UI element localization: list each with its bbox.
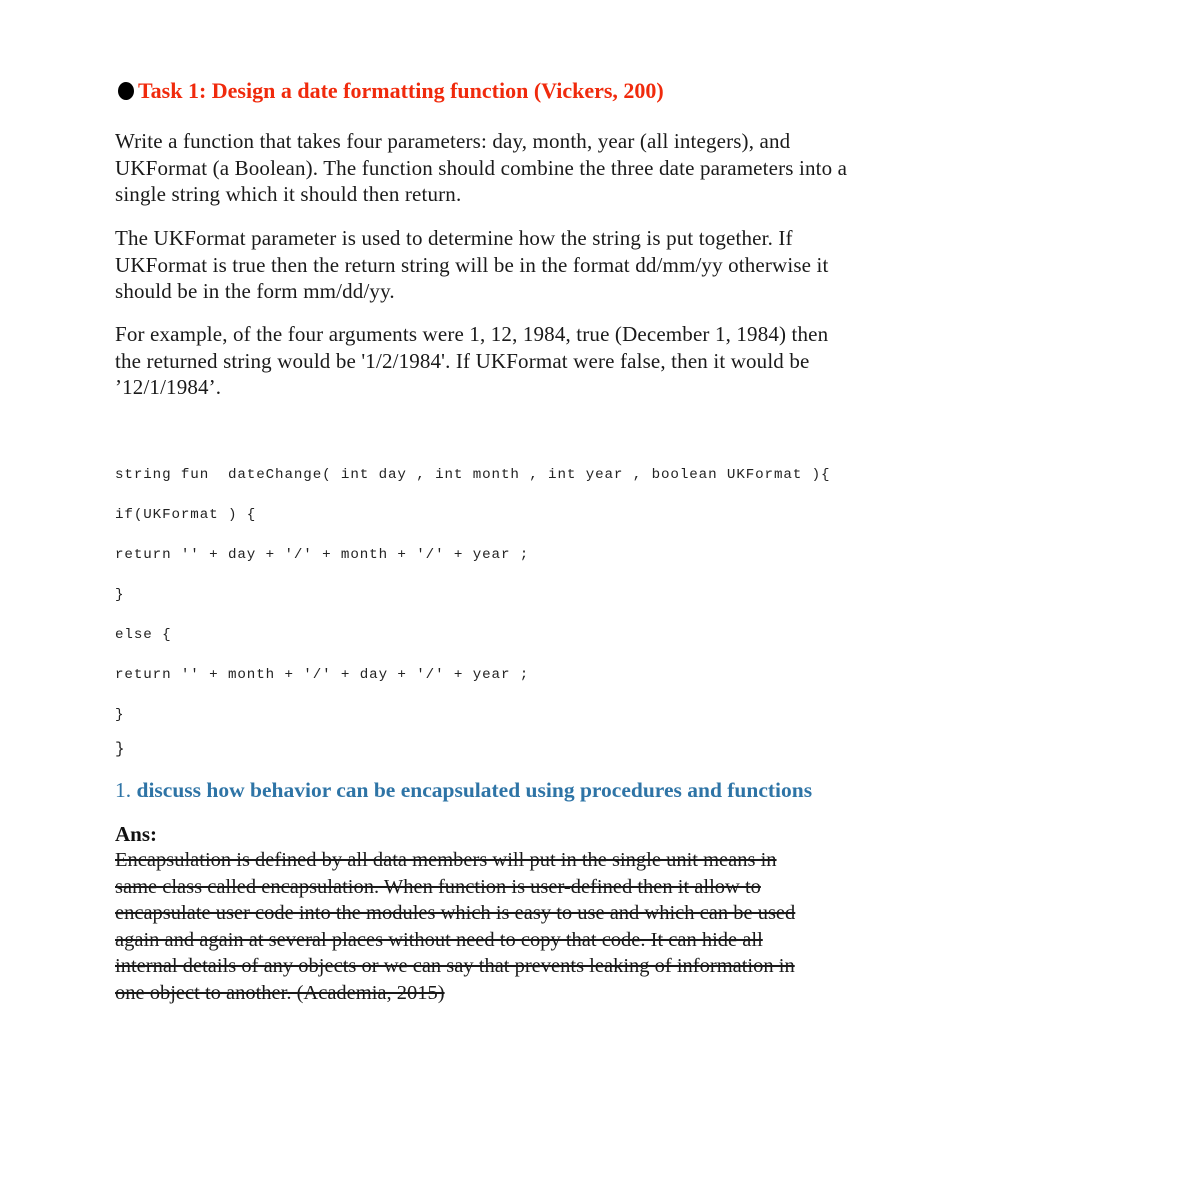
answer-line: internal details of any objects or we can say that prevents leaking of information in	[115, 955, 795, 978]
question-number: 1.	[115, 778, 132, 802]
paragraph-line: single string which it should then return.	[115, 182, 462, 206]
answer-line: again and again at several places without need to copy that code. It can hide all	[115, 928, 763, 951]
code-line: }	[115, 740, 126, 758]
paragraph-line: ’12/1/1984’.	[115, 375, 222, 399]
code-line: return '' + month + '/' + day + '/' + year ;	[115, 667, 530, 683]
paragraph-line: For example, of the four arguments were 1, 12, 1984, true (December 1, 1984) then	[115, 322, 829, 346]
paragraph-line: The UKFormat parameter is used to determine how the string is put together. If	[115, 226, 793, 250]
code-line: if(UKFormat ) {	[115, 507, 257, 523]
answer-line: same class called encapsulation. When function is user-defined then it allow to	[115, 875, 761, 898]
answer-label: Ans:	[115, 822, 158, 846]
answer-line: Encapsulation is defined by all data members will put in the single unit means in	[115, 849, 777, 871]
task-title: Task 1: Design a date formatting function (Vickers, 200)	[138, 78, 664, 103]
code-line: }	[115, 707, 125, 723]
paragraph-line: should be in the form mm/dd/yy.	[115, 279, 395, 303]
paragraph-line: UKFormat (a Boolean). The function should combine the three date parameters into a	[115, 155, 848, 180]
answer-line: one object to another. (Academia, 2015)	[115, 981, 445, 1004]
question-text: discuss how behavior can be encapsulated using procedures and functions	[136, 778, 813, 802]
paragraph-line: UKFormat is true then the return string will be in the format dd/mm/yy otherwise it	[115, 252, 829, 277]
paragraph-description	[115, 128, 1095, 208]
bullet-icon	[118, 82, 134, 100]
code-line: else {	[115, 627, 172, 643]
answer-line: encapsulate user code into the modules which is easy to use and which can be used	[115, 902, 796, 925]
code-line: }	[115, 587, 125, 603]
paragraph-line: the returned string would be '1/2/1984'. If UKFormat were false, then it would be	[115, 348, 810, 373]
paragraph-line: Write a function that takes four parameters: day, month, year (all integers), and	[115, 129, 791, 153]
question-heading	[115, 778, 812, 803]
paragraph-example	[115, 321, 1095, 401]
answer-struck-text	[115, 847, 1075, 1007]
code-line: string fun dateChange( int day , int month , int year , boolean UKFormat ){	[115, 467, 831, 483]
task-heading	[118, 78, 664, 104]
paragraph-ukformat	[115, 225, 1095, 305]
code-line: return '' + day + '/' + month + '/' + year ;	[115, 547, 530, 563]
